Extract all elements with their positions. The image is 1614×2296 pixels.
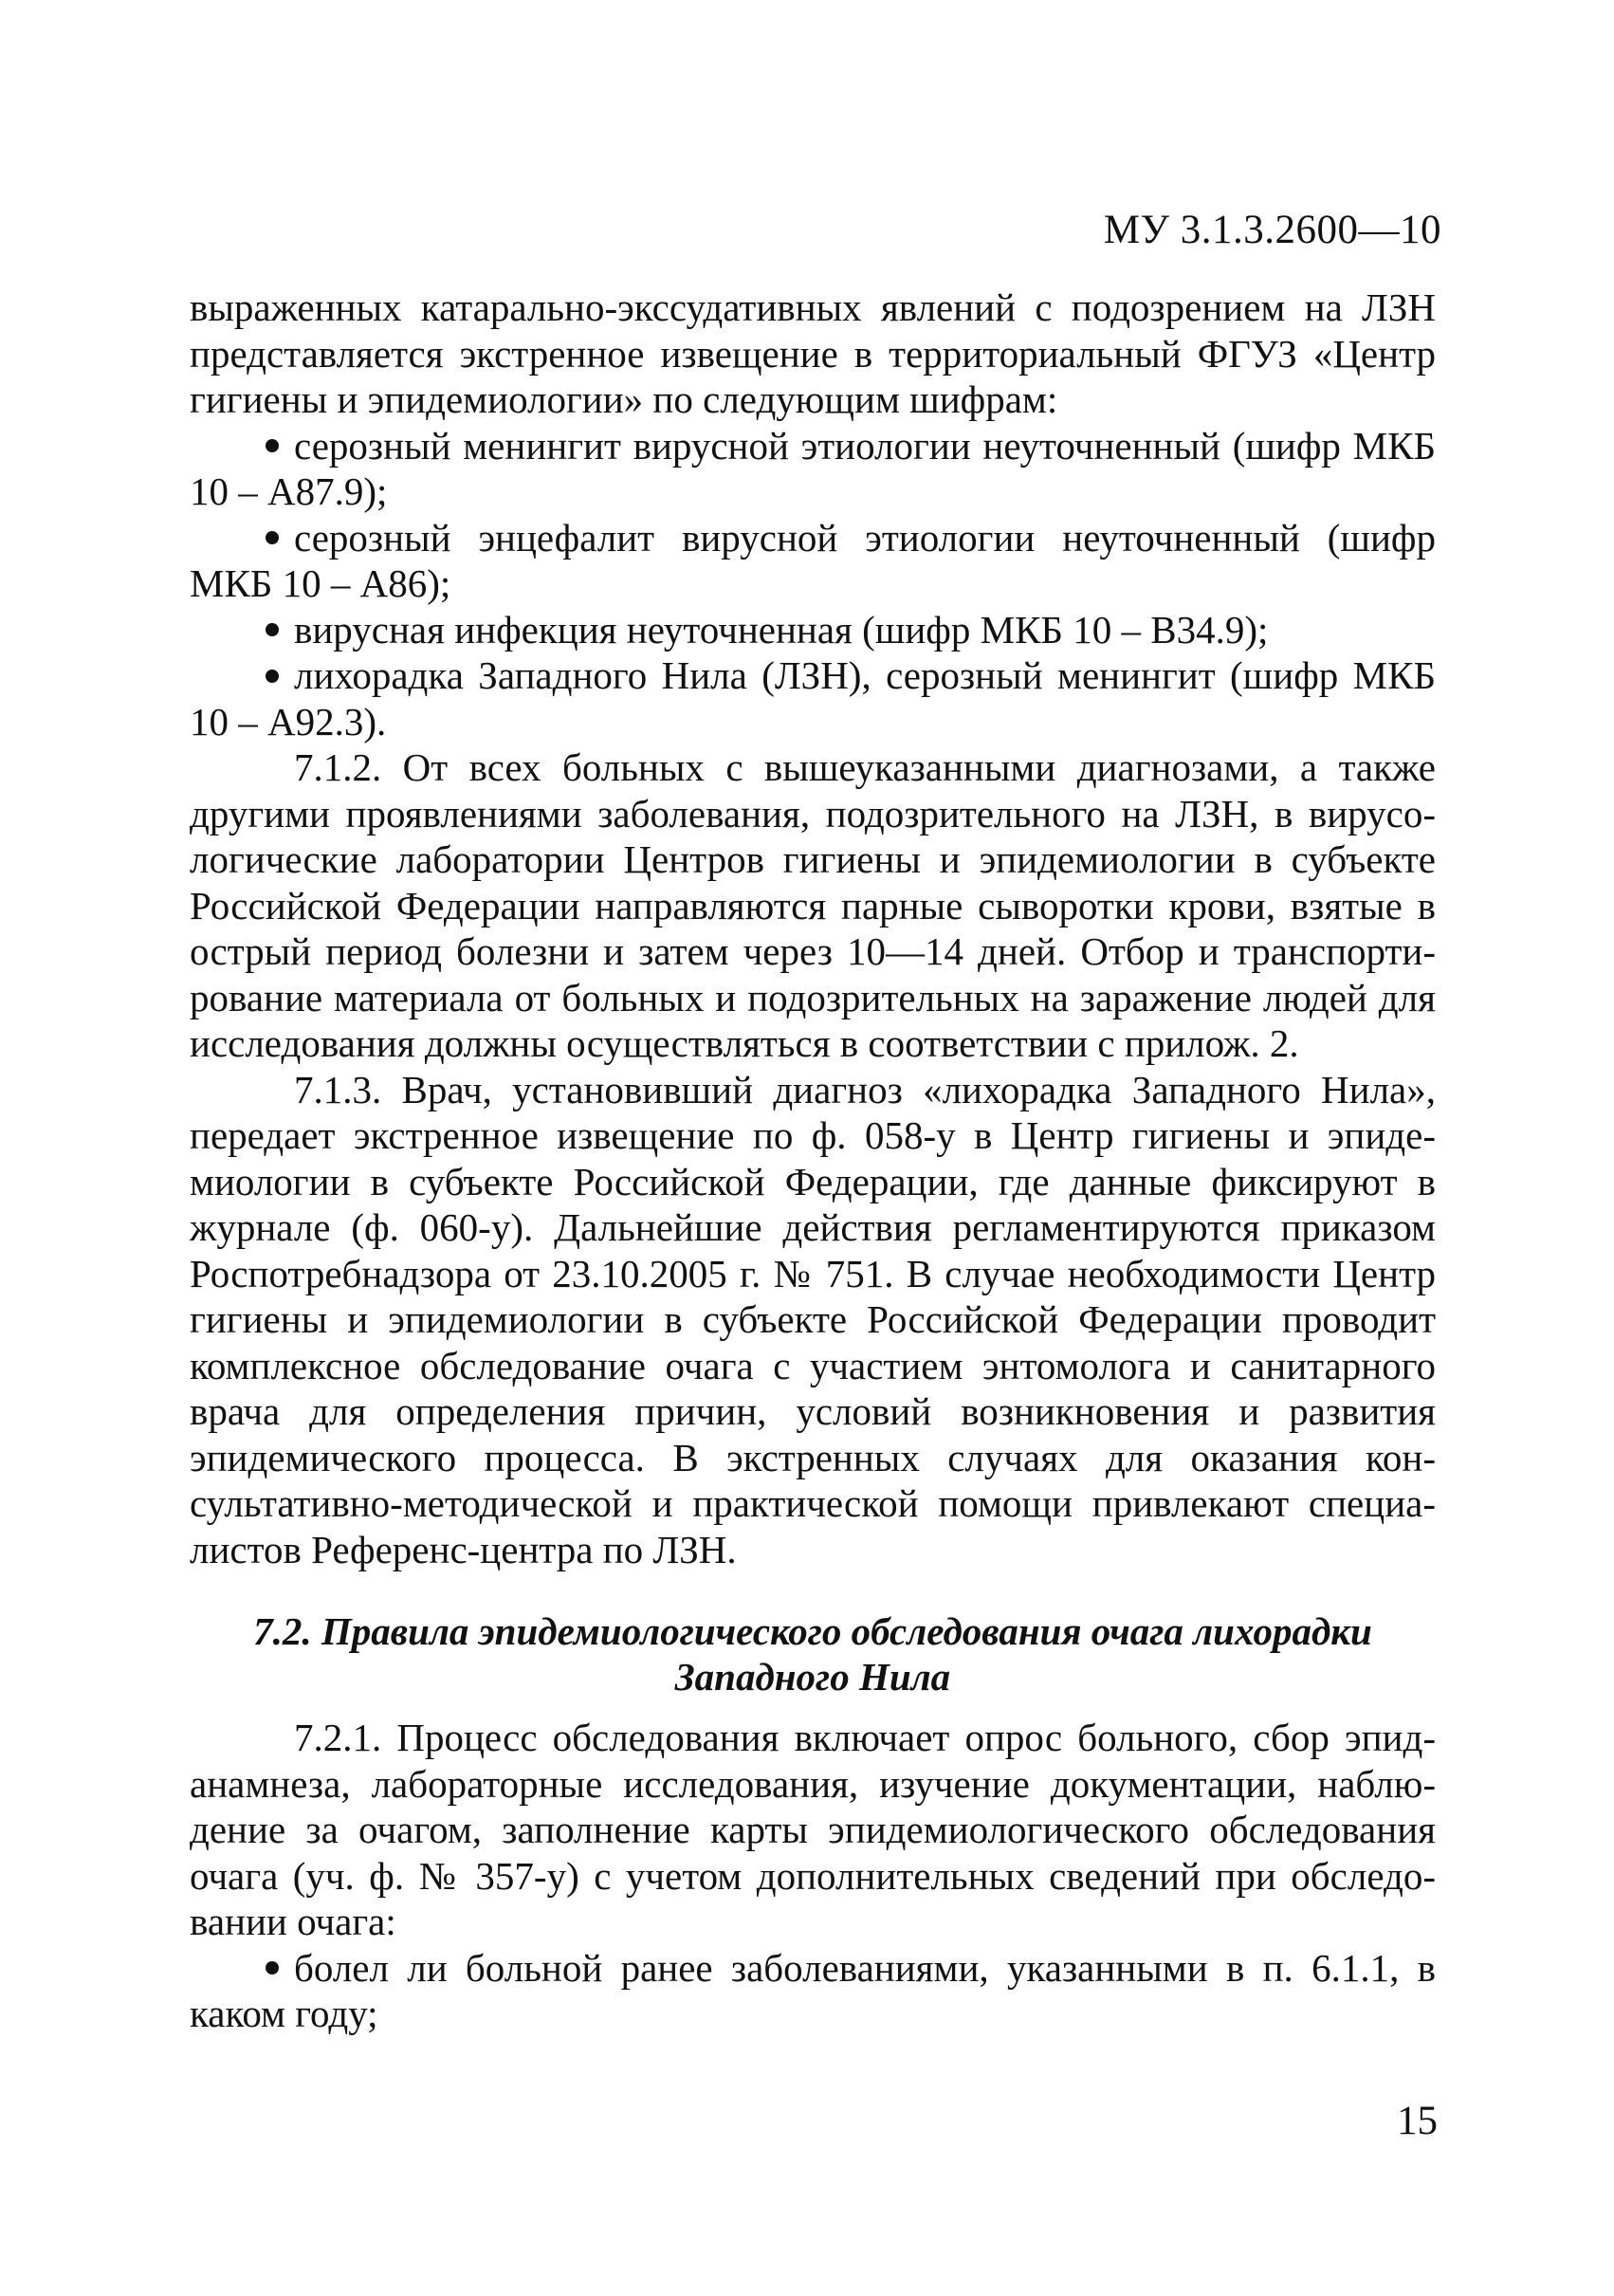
intro-paragraph: выраженных катарально-экссудативных явлений с подозрением на ЛЗН представляется экстренное извещение в территориальный ФГУЗ «Центр гигиены и эпидемиологии» по следующим шифрам: bbox=[190, 285, 1436, 421]
page-number: 15 bbox=[1397, 2099, 1438, 2143]
list-item bbox=[190, 1945, 1436, 2037]
bullet-icon bbox=[266, 1961, 279, 1975]
bullet-icon bbox=[266, 439, 279, 452]
list-item-text: серозный менингит вирусной этиологии неуточненный (шифр МКБ 10 – A87.9); bbox=[190, 423, 1436, 513]
paragraph-7-1-3: 7.1.3. Врач, установивший диагноз «лихорадка Западного Нила», передает экстренное извещение по ф. 058-у в Центр гигиены и эпидемиологии в субъекте Российской Федерации, где данные фиксируют в журнале (ф. 060-у). Дальнейшие действия регламентируются приказом Роспотребнадзора от 23.10.2005 г. № 751. В случае необходимости Центр гигиены и эпидемиологии в субъекте Российской Федерации проводит комплексное обследование очага с участием энтомолога и санитарного врача для определения причин, условий возникновения и развития эпидемического процесса. В экстренных случаях для оказания консультативно-методической и практической помощи привлекают специалистов Референс-центра по ЛЗН. bbox=[190, 1067, 1436, 1571]
list-item-text: вирусная инфекция неуточненная (шифр МКБ 10 – B34.9); bbox=[294, 607, 1269, 652]
bullet-icon bbox=[266, 670, 279, 683]
list-item-text: лихорадка Западного Нила (ЛЗН), серозный менингит (шифр МКБ 10 – A92.3). bbox=[190, 653, 1436, 744]
section-heading: 7.2. Правила эпидемиологического обследования очага лихорадки Западного Нила bbox=[253, 1609, 1372, 1699]
bullet-icon bbox=[266, 623, 279, 636]
list-item-text: серозный энцефалит вирусной этиологии неуточненный (шифр МКБ 10 – A86); bbox=[190, 515, 1436, 605]
list-item-text: болел ли больной ранее заболеваниями, указанными в п. 6.1.1, в каком году; bbox=[190, 1945, 1436, 2035]
paragraph-7-1-2: 7.1.2. От всех больных с вышеуказанными диагнозами, а также другими проявлениями заболевания, подозрительного на ЛЗН, в вирусологические лаборатории Центров гигиены и эпидемиологии в субъекте Российской Федерации направляются парные сыворотки крови, взятые в острый период болезни и затем через 10—14 дней. Отбор и транспортирование материала от больных и подозрительных на заражение людей для исследования должны осуществляться в соответствии с прилож. 2. bbox=[190, 745, 1436, 1065]
bullet-icon bbox=[266, 531, 279, 544]
document-code: МУ 3.1.3.2600—10 bbox=[1103, 208, 1441, 252]
list-item bbox=[190, 607, 1436, 653]
paragraph-7-2-1: 7.2.1. Процесс обследования включает опрос больного, сбор эпиданамнеза, лабораторные исследования, изучение документации, наблюдение за очагом, заполнение карты эпидемиологического обследования очага (уч. ф. № 357-у) с учетом дополнительных сведений при обследовании очага: bbox=[190, 1716, 1436, 1943]
list-item bbox=[190, 652, 1436, 744]
list-item bbox=[190, 515, 1436, 607]
list-item bbox=[190, 423, 1436, 515]
document-body bbox=[190, 285, 1436, 2037]
